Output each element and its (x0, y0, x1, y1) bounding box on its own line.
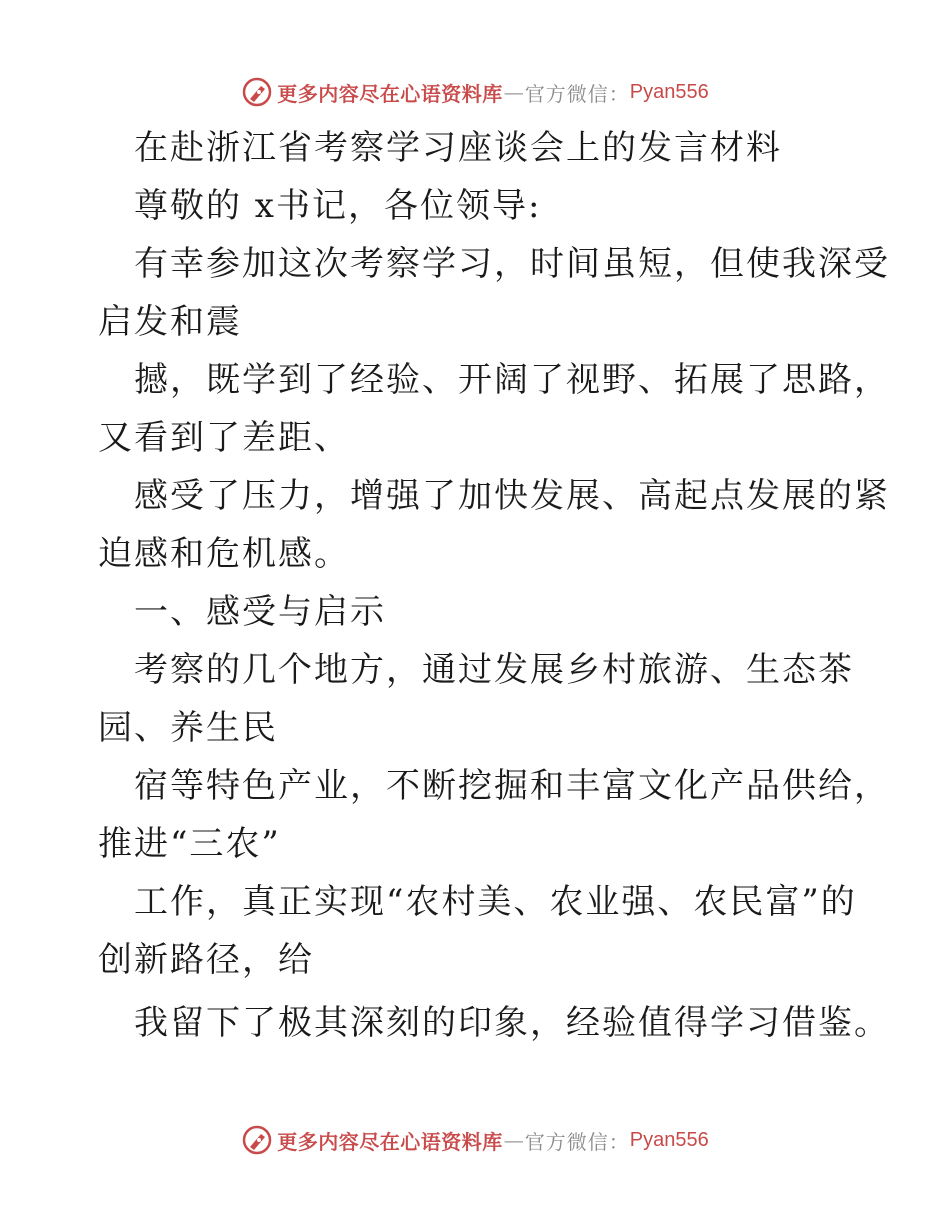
banner-wechat-label: 官方微信： (524, 1129, 630, 1154)
paragraph-line: 迫感和危机感。 (98, 534, 350, 574)
paragraph-line: 又看到了差距、 (98, 418, 350, 458)
paragraph-line: 感受了压力，增强了加快发展、高起点发展的紧 (134, 476, 890, 516)
paragraph-line: 创新路径，给 (98, 940, 314, 980)
paragraph-line: 考察的几个地方，通过发展乡村旅游、生态茶 (134, 650, 854, 690)
banner-separator: — (503, 1128, 524, 1152)
banner-wechat-label: 官方微信： (524, 81, 630, 106)
header-banner (0, 72, 950, 112)
document-title: 在赴浙江省考察学习座谈会上的发言材料 (134, 128, 782, 168)
pen-nib-logo-icon (241, 76, 273, 108)
paragraph-line: 撼，既学到了经验、开阔了视野、拓展了思路， (134, 360, 890, 400)
paragraph-line: 启发和震 (98, 302, 242, 342)
paragraph-line: 宿等特色产业，不断挖掘和丰富文化产品供给， (134, 766, 890, 806)
banner-title: 更多内容尽在心语资料库 (277, 1129, 503, 1154)
salutation: 尊敬的 x书记，各位领导: (134, 186, 542, 226)
paragraph-line: 园、养生民 (98, 708, 278, 748)
paragraph-line: 有幸参加这次考察学习，时间虽短，但使我深受 (134, 244, 890, 284)
paragraph-line: 工作，真正实现“农村美、农业强、农民富”的 (134, 882, 857, 922)
banner-title: 更多内容尽在心语资料库 (277, 81, 503, 106)
pen-nib-logo-icon (241, 1124, 273, 1156)
footer-banner (0, 1120, 950, 1160)
section-heading: 一、感受与启示 (134, 592, 386, 632)
paragraph-line: 推进“三农” (98, 824, 281, 864)
paragraph-line: 我留下了极其深刻的印象，经验值得学习借鉴。 (134, 1003, 890, 1043)
banner-wechat-id: Pyan556 (629, 80, 709, 103)
banner-separator: — (503, 80, 524, 104)
banner-wechat-id: Pyan556 (629, 1128, 709, 1151)
